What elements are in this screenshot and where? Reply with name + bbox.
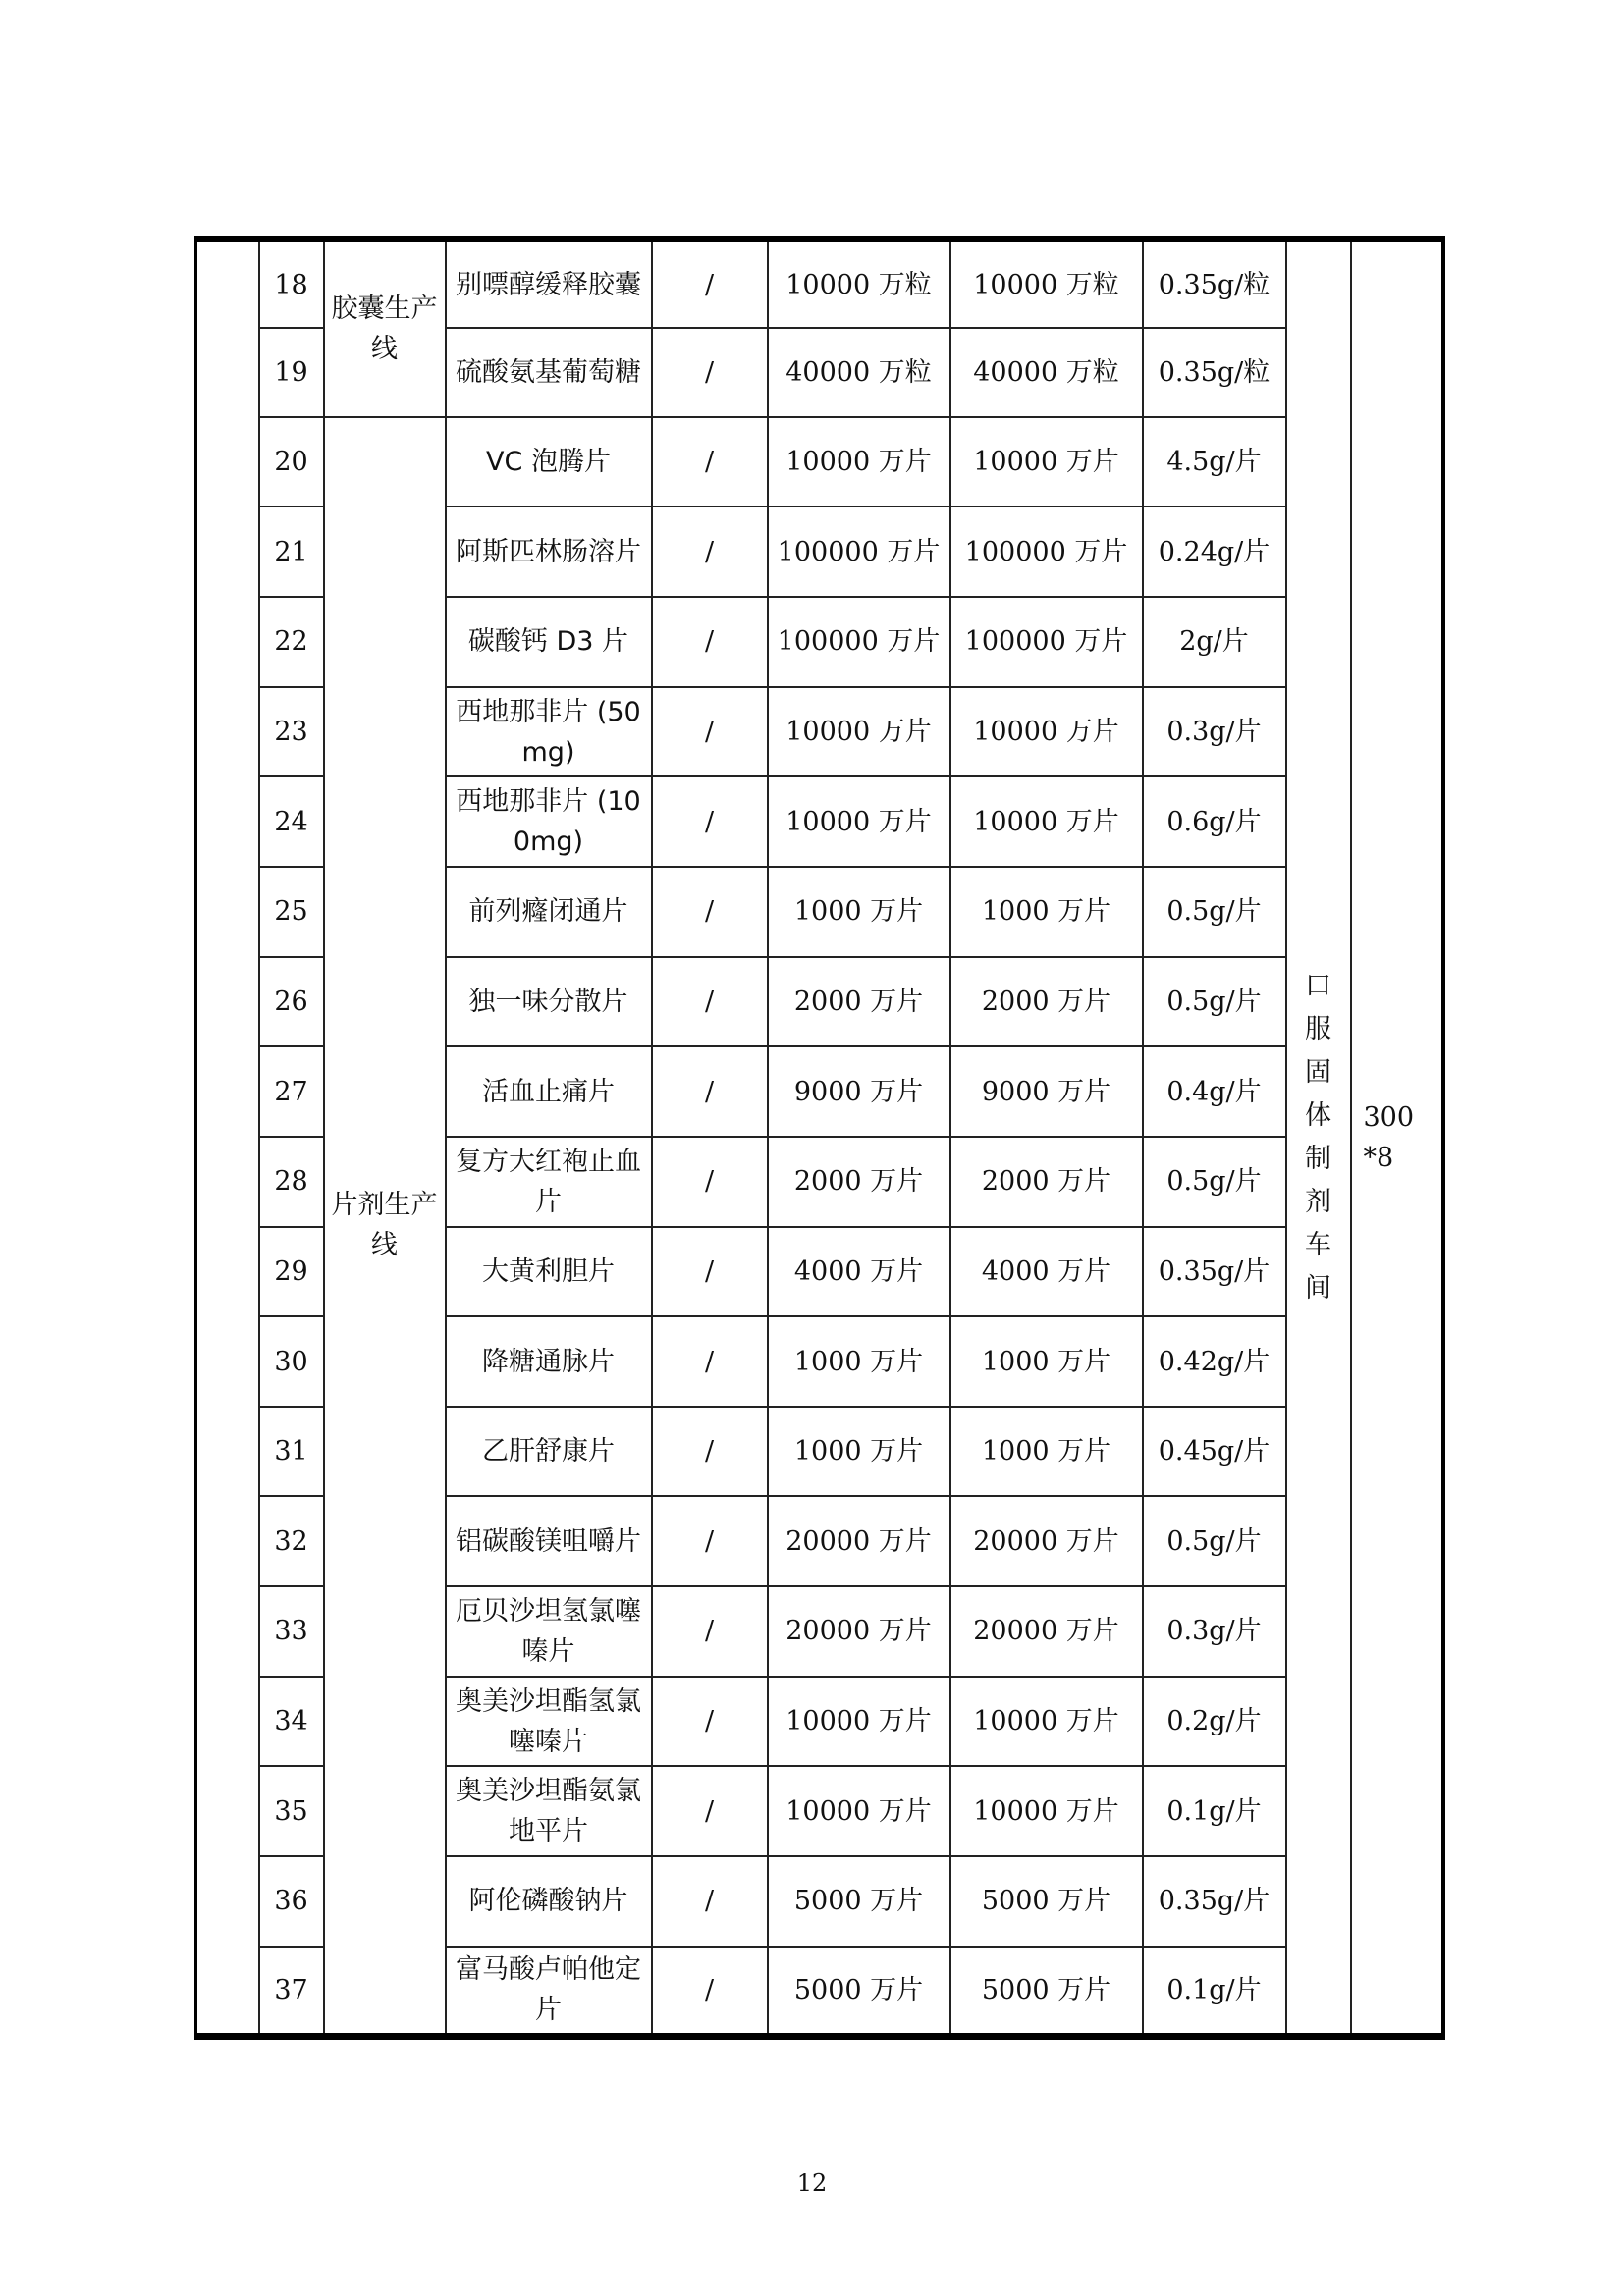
spec-value: /: [652, 417, 768, 507]
capacity-value: 9000 万片: [768, 1046, 950, 1137]
row-number: 27: [259, 1046, 324, 1137]
spec-value: /: [652, 1496, 768, 1586]
product-name: 奥美沙坦酯氨氯地平片: [446, 1766, 652, 1856]
row-number: 23: [259, 687, 324, 777]
row-number: 24: [259, 776, 324, 867]
product-name: 降糖通脉片: [446, 1316, 652, 1407]
row-number: 31: [259, 1407, 324, 1497]
row-number: 20: [259, 417, 324, 507]
workshop-name-text: [1304, 965, 1333, 1310]
row-number: 18: [259, 240, 324, 329]
unit-weight: 0.2g/片: [1143, 1677, 1286, 1767]
unit-weight: 0.35g/粒: [1143, 328, 1286, 417]
spec-value: /: [652, 687, 768, 777]
spec-value: /: [652, 867, 768, 957]
product-name: 西地那非片 (50mg): [446, 687, 652, 777]
product-name: 奥美沙坦酯氢氯噻嗪片: [446, 1677, 652, 1767]
workshop-char: 固: [1305, 1057, 1331, 1088]
unit-weight: 0.45g/片: [1143, 1407, 1286, 1497]
spec-value: /: [652, 1586, 768, 1677]
capacity-value: 1000 万片: [768, 1407, 950, 1497]
row-number: 21: [259, 507, 324, 597]
capacity-value: 4000 万片: [768, 1227, 950, 1317]
spec-value: /: [652, 776, 768, 867]
blank-lead-cell: [196, 240, 259, 2037]
unit-weight: 0.35g/片: [1143, 1856, 1286, 1947]
page-number: 12: [796, 2169, 828, 2197]
capacity-value: 2000 万片: [950, 1137, 1143, 1227]
unit-weight: 0.5g/片: [1143, 957, 1286, 1047]
capacity-value: 100000 万片: [950, 597, 1143, 687]
unit-weight: 0.35g/片: [1143, 1227, 1286, 1317]
capacity-value: 5000 万片: [768, 1856, 950, 1947]
capacity-value: 2000 万片: [768, 957, 950, 1047]
table-row: [196, 240, 1443, 329]
row-number: 28: [259, 1137, 324, 1227]
production-line-label: 片剂生产线: [324, 417, 446, 2037]
unit-weight: 0.1g/片: [1143, 1766, 1286, 1856]
unit-weight: 0.35g/粒: [1143, 240, 1286, 329]
workshop-char: 服: [1305, 1014, 1331, 1044]
capacity-value: 9000 万片: [950, 1046, 1143, 1137]
product-name: 厄贝沙坦氢氯噻嗪片: [446, 1586, 652, 1677]
unit-weight: 0.42g/片: [1143, 1316, 1286, 1407]
unit-weight: 0.3g/片: [1143, 1586, 1286, 1677]
row-number: 32: [259, 1496, 324, 1586]
capacity-value: 100000 万片: [768, 597, 950, 687]
unit-weight: 0.4g/片: [1143, 1046, 1286, 1137]
unit-weight: 2g/片: [1143, 597, 1286, 687]
spec-value: /: [652, 1316, 768, 1407]
workshop-char: 车: [1305, 1230, 1331, 1260]
capacity-value: 10000 万片: [950, 1766, 1143, 1856]
unit-weight: 0.6g/片: [1143, 776, 1286, 867]
product-name: 阿斯匹林肠溶片: [446, 507, 652, 597]
row-number: 34: [259, 1677, 324, 1767]
capacity-value: 5000 万片: [950, 1947, 1143, 2037]
capacity-value: 10000 万片: [768, 1766, 950, 1856]
spec-value: /: [652, 1766, 768, 1856]
product-capacity-table: [194, 236, 1445, 2040]
capacity-value: 1000 万片: [768, 1316, 950, 1407]
capacity-value: 10000 万粒: [950, 240, 1143, 329]
capacity-value: 2000 万片: [950, 957, 1143, 1047]
production-line-label: 胶囊生产线: [324, 240, 446, 417]
capacity-value: 100000 万片: [768, 507, 950, 597]
unit-weight: 0.24g/片: [1143, 507, 1286, 597]
row-number: 36: [259, 1856, 324, 1947]
spec-value: /: [652, 507, 768, 597]
capacity-value: 10000 万片: [950, 687, 1143, 777]
product-name: 阿伦磷酸钠片: [446, 1856, 652, 1947]
product-name: VC 泡腾片: [446, 417, 652, 507]
unit-weight: 0.5g/片: [1143, 1137, 1286, 1227]
workshop-name: [1286, 240, 1351, 2037]
row-number: 30: [259, 1316, 324, 1407]
product-name: 活血止痛片: [446, 1046, 652, 1137]
spec-value: /: [652, 1227, 768, 1317]
workshop-char: 剂: [1305, 1187, 1331, 1217]
capacity-value: 10000 万片: [768, 1677, 950, 1767]
spec-value: /: [652, 597, 768, 687]
unit-weight: 4.5g/片: [1143, 417, 1286, 507]
capacity-value: 10000 万片: [768, 776, 950, 867]
row-number: 19: [259, 328, 324, 417]
product-name: 大黄利胆片: [446, 1227, 652, 1317]
spec-value: /: [652, 1856, 768, 1947]
product-name: 碳酸钙 D3 片: [446, 597, 652, 687]
spec-value: /: [652, 240, 768, 329]
capacity-value: 40000 万粒: [768, 328, 950, 417]
spec-value: /: [652, 1677, 768, 1767]
product-name: 复方大红袍止血片: [446, 1137, 652, 1227]
capacity-value: 10000 万粒: [768, 240, 950, 329]
workshop-char: 制: [1305, 1144, 1331, 1174]
capacity-value: 10000 万片: [950, 1677, 1143, 1767]
unit-weight: 0.1g/片: [1143, 1947, 1286, 2037]
product-name: 独一味分散片: [446, 957, 652, 1047]
capacity-value: 1000 万片: [768, 867, 950, 957]
spec-value: /: [652, 957, 768, 1047]
capacity-value: 5000 万片: [768, 1947, 950, 2037]
table-row: [196, 417, 1443, 507]
workshop-char: 间: [1305, 1273, 1331, 1304]
product-name: 别嘌醇缓释胶囊: [446, 240, 652, 329]
product-name: 富马酸卢帕他定片: [446, 1947, 652, 2037]
product-name: 前列癃闭通片: [446, 867, 652, 957]
spec-value: /: [652, 328, 768, 417]
capacity-value: 10000 万片: [950, 417, 1143, 507]
row-number: 33: [259, 1586, 324, 1677]
row-number: 25: [259, 867, 324, 957]
capacity-value: 1000 万片: [950, 1316, 1143, 1407]
capacity-value: 20000 万片: [768, 1496, 950, 1586]
capacity-value: 20000 万片: [950, 1496, 1143, 1586]
capacity-value: 10000 万片: [768, 417, 950, 507]
capacity-value: 10000 万片: [950, 776, 1143, 867]
workshop-capacity: 300 *8: [1351, 240, 1443, 2037]
capacity-value: 100000 万片: [950, 507, 1143, 597]
capacity-value: 2000 万片: [768, 1137, 950, 1227]
row-number: 35: [259, 1766, 324, 1856]
capacity-value: 20000 万片: [950, 1586, 1143, 1677]
workshop-char: 体: [1305, 1100, 1331, 1131]
spec-value: /: [652, 1046, 768, 1137]
capacity-value: 20000 万片: [768, 1586, 950, 1677]
row-number: 26: [259, 957, 324, 1047]
product-name: 硫酸氨基葡萄糖: [446, 328, 652, 417]
capacity-value: 40000 万粒: [950, 328, 1143, 417]
row-number: 37: [259, 1947, 324, 2037]
capacity-value: 1000 万片: [950, 1407, 1143, 1497]
capacity-value: 4000 万片: [950, 1227, 1143, 1317]
product-name: 铝碳酸镁咀嚼片: [446, 1496, 652, 1586]
capacity-value: 10000 万片: [768, 687, 950, 777]
workshop-char: 口: [1305, 971, 1331, 1001]
spec-value: /: [652, 1947, 768, 2037]
product-name: 乙肝舒康片: [446, 1407, 652, 1497]
row-number: 22: [259, 597, 324, 687]
capacity-value: 5000 万片: [950, 1856, 1143, 1947]
spec-value: /: [652, 1407, 768, 1497]
unit-weight: 0.5g/片: [1143, 1496, 1286, 1586]
capacity-value: 1000 万片: [950, 867, 1143, 957]
product-name: 西地那非片 (100mg): [446, 776, 652, 867]
row-number: 29: [259, 1227, 324, 1317]
unit-weight: 0.3g/片: [1143, 687, 1286, 777]
unit-weight: 0.5g/片: [1143, 867, 1286, 957]
spec-value: /: [652, 1137, 768, 1227]
